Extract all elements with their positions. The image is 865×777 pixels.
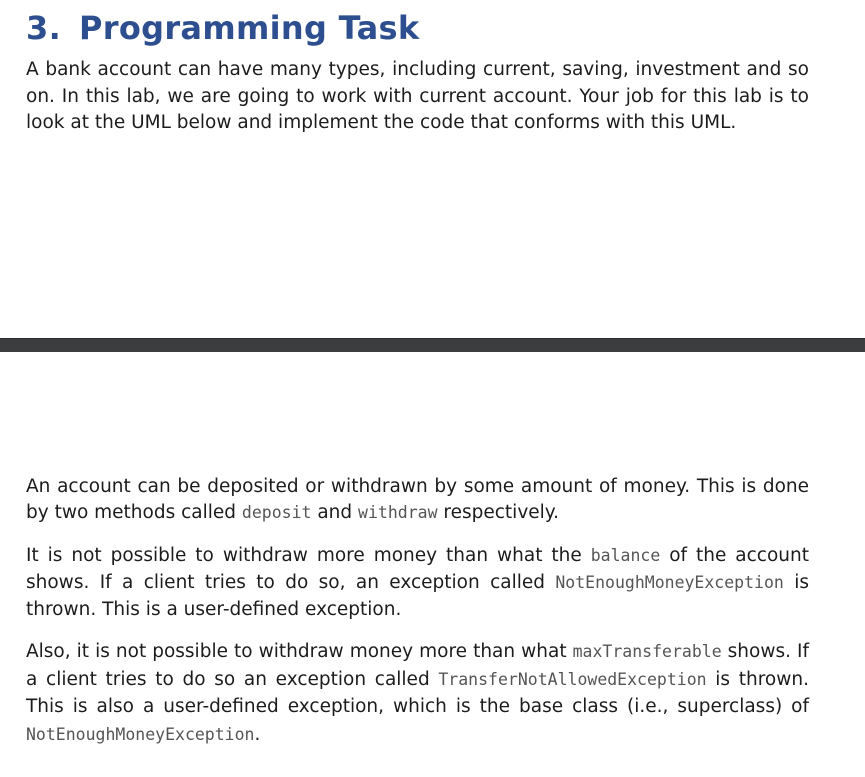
code-not-enough-money-exception: NotEnoughMoneyException [26,724,255,744]
text-span: and [311,502,359,523]
deposit-withdraw-paragraph [26,474,809,526]
code-balance: balance [590,546,661,565]
text-span: . [254,723,261,745]
text-span: is thrown. This is also a user-defined exception, which is the base class (i.e., superclass) of [26,668,809,717]
code-transfer-not-allowed-exception: TransferNotAllowedException [438,669,707,689]
text-span: of the account shows. If a client tries to do so, an exception called [26,545,809,593]
section-heading [26,6,419,50]
code-max-transferable: maxTransferable [572,642,722,661]
text-span: is thrown. This is a user-defined exception. [26,572,809,620]
code-withdraw: withdraw [358,503,438,522]
text-span: It is not possible to withdraw more money than what the [26,545,591,566]
text-span: An account can be deposited or withdrawn by some amount of money. This is done by two methods called [26,476,809,523]
text-span: shows. If a client tries to do so an exception called [26,641,810,690]
text-span: Also, it is not possible to withdraw money more than what [26,641,573,662]
section-number: 3. [26,9,62,47]
intro-paragraph: A bank account can have many types, including current, saving, investment and so on. In this lab, we are going to work with current account. Your job for this lab is to look at the UML below and implement the code that conforms with this UML. [26,59,809,133]
code-not-enough-money-exception: NotEnoughMoneyException [555,573,784,592]
page-break-divider [0,338,865,352]
max-transferable-paragraph [26,638,809,748]
balance-exception-paragraph [26,542,809,623]
code-deposit: deposit [241,503,312,522]
document-page-top [0,0,865,338]
text-span: respectively. [437,502,559,523]
section-title: Programming Task [79,9,420,47]
